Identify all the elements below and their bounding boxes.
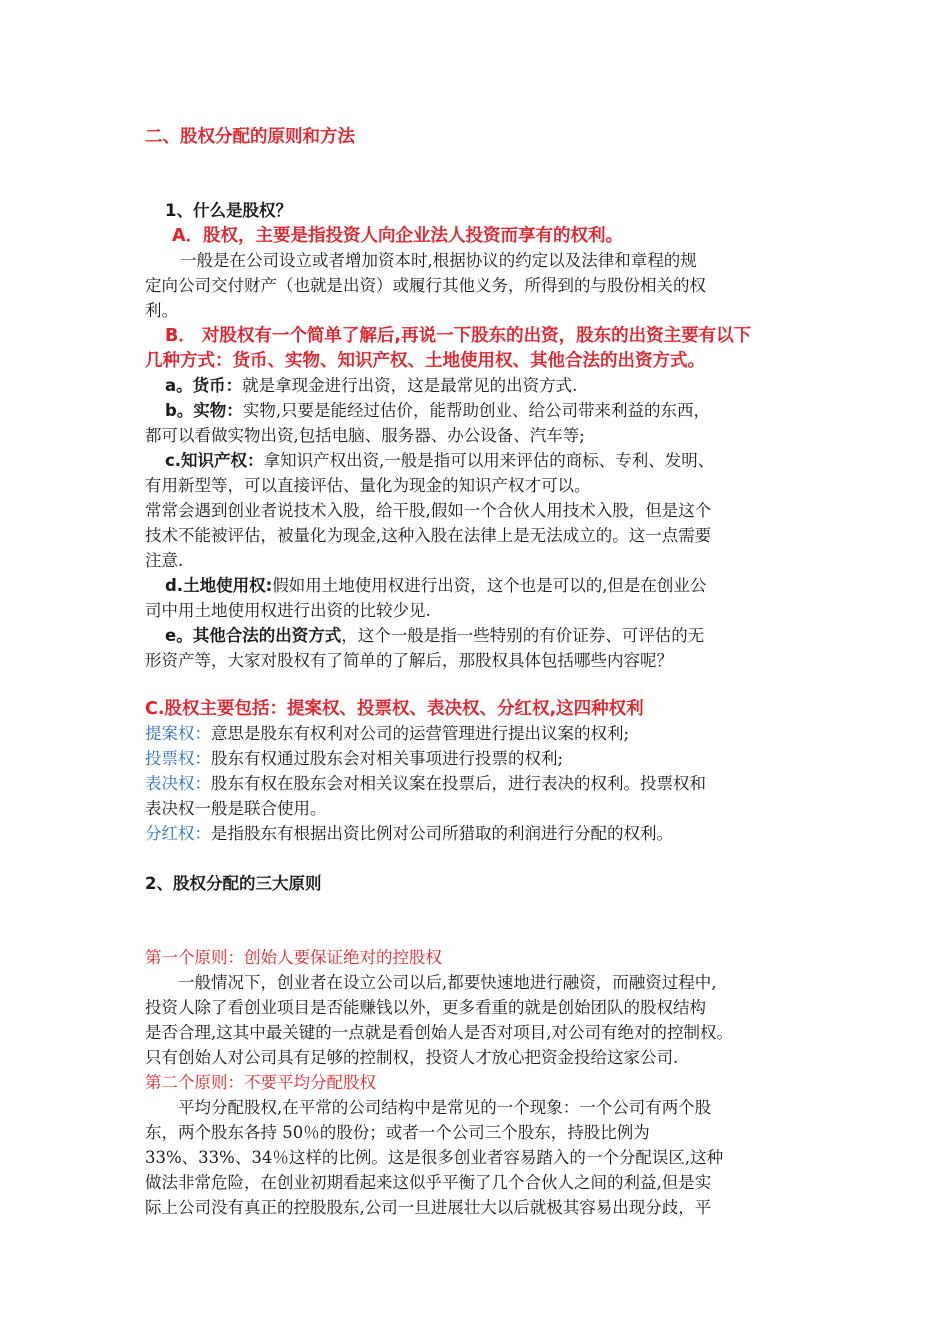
principle-2-body-3: 33%、33%、34％这样的比例。这是很多创业者容易踏入的一个分配误区,这种 [145,1148,724,1167]
right-voting-label: 投票权： [145,749,211,768]
principle-1-body-4: 只有创始人对公司具有足够的控制权，投资人才放心把资金投给这家公司. [145,1048,679,1067]
right-voting-text: 股东有权通过股东会对相关事项进行投票的权利; [211,749,564,768]
item-c-note-3: 注意. [145,551,184,570]
item-c-note-1: 常常会遇到创业者说技术入股，给干股,假如一个合伙人用技术入股，但是这个 [145,501,712,520]
right-dividend-text: 是指股东有根据出资比例对公司所猎取的利润进行分配的权利。 [211,824,673,843]
right-resolution [145,772,706,796]
item-e-text-2: 形资产等，大家对股权有了简单的了解后，那股权具体包括哪些内容呢？ [145,651,673,670]
item-c-text-2: 有用新型等，可以直接评估、量化为现金的知识产权才可以。 [145,476,591,495]
item-c [165,449,714,473]
right-dividend-label: 分红权： [145,824,211,843]
principle-2-body-4: 做法非常危险，在创业初期看起来这似乎平衡了几个合伙人之间的利益,但是实 [145,1173,712,1192]
right-voting [145,747,563,771]
answer-b-line-1: B． 对股权有一个简单了解后,再说一下股东的出资，股东的出资主要有以下 [165,326,752,346]
question-1-heading: 1、什么是股权？ [165,201,292,220]
item-a-label: a。货币： [165,376,243,395]
principle-2-title: 第二个原则：不要平均分配股权 [145,1073,376,1092]
right-resolution-text-2: 表决权一般是联合使用。 [145,799,327,818]
answer-a-body-line-2: 定向公司交付财产（也就是出资）或履行其他义务，所得到的与股份相关的权 [145,276,706,295]
item-e-text: ，这个一般是指一些特别的有价证券、可评估的无 [341,626,705,645]
item-d [165,574,706,598]
principle-2-body-2: 东，两个股东各持 50％的股份；或者一个公司三个股东，持股比例为 [145,1123,650,1142]
answer-b-line-2: 几种方式：货币、实物、知识产权、土地使用权、其他合法的出资方式。 [145,351,705,371]
right-resolution-label: 表决权： [145,774,211,793]
item-a-text: 就是拿现金进行出资，这是最常见的出资方式. [242,376,578,395]
answer-a-body-line-3: 利。 [145,301,178,320]
item-a [165,374,577,398]
principle-2-body-5: 际上公司没有真正的控股股东,公司一旦进展壮大以后就极其容易出现分歧，平 [145,1198,712,1217]
item-b-label: b。实物： [165,401,243,420]
answer-a-body-line-1: 一般是在公司设立或者增加资本时,根据协议的约定以及法律和章程的规 [180,251,697,270]
right-proposal [145,722,629,746]
question-2-heading: 2、股权分配的三大原则 [145,874,322,893]
right-dividend [145,822,673,846]
right-proposal-label: 提案权： [145,724,211,743]
answer-a-line: A．股权，主要是指投资人向企业法人投资而享有的权利。 [172,226,624,246]
item-e [165,624,704,648]
section-title: 二、股权分配的原则和方法 [145,127,355,147]
item-b-text: 实物,只要是能经过估价，能帮助创业、给公司带来利益的东西， [242,401,711,420]
item-c-text: 拿知识产权出资,一般是指可以用来评估的商标、专利、发明、 [263,451,715,470]
principle-1-title: 第一个原则：创始人要保证绝对的控股权 [145,948,442,967]
principle-1-body-2: 投资人除了看创业项目是否能赚钱以外，更多看重的就是创始团队的股权结构 [145,998,706,1017]
right-proposal-text: 意思是股东有权利对公司的运营管理进行提出议案的权利; [211,724,630,743]
item-d-text: 假如用土地使用权进行出资，这个也是可以的,但是在创业公 [272,576,707,595]
item-c-label: c.知识产权： [165,451,264,470]
answer-c-heading: C.股权主要包括：提案权、投票权、表决权、分红权,这四种权利 [145,699,644,719]
item-b-text-2: 都可以看做实物出资,包括电脑、服务器、办公设备、汽车等; [145,426,585,445]
right-resolution-text: 股东有权在股东会对相关议案在投票后，进行表决的权利。投票权和 [211,774,706,793]
item-d-text-2: 司中用土地使用权进行出资的比较少见. [145,601,431,620]
item-d-label: d.土地使用权: [165,576,273,595]
principle-1-body-1: 一般情况下，创业者在设立公司以后,都要快速地进行融资，而融资过程中, [178,973,717,992]
principle-2-body-1: 平均分配股权,在平常的公司结构中是常见的一个现象：一个公司有两个股 [178,1098,712,1117]
item-e-label: e。其他合法的出资方式 [165,626,342,645]
item-c-note-2: 技术不能被评估，被量化为现金,这种入股在法律上是无法成立的。这一点需要 [145,526,712,545]
item-b [165,399,710,423]
principle-1-body-3: 是否合理,这其中最关键的一点就是看创始人是否对项目,对公司有绝对的控制权。 [145,1023,733,1042]
